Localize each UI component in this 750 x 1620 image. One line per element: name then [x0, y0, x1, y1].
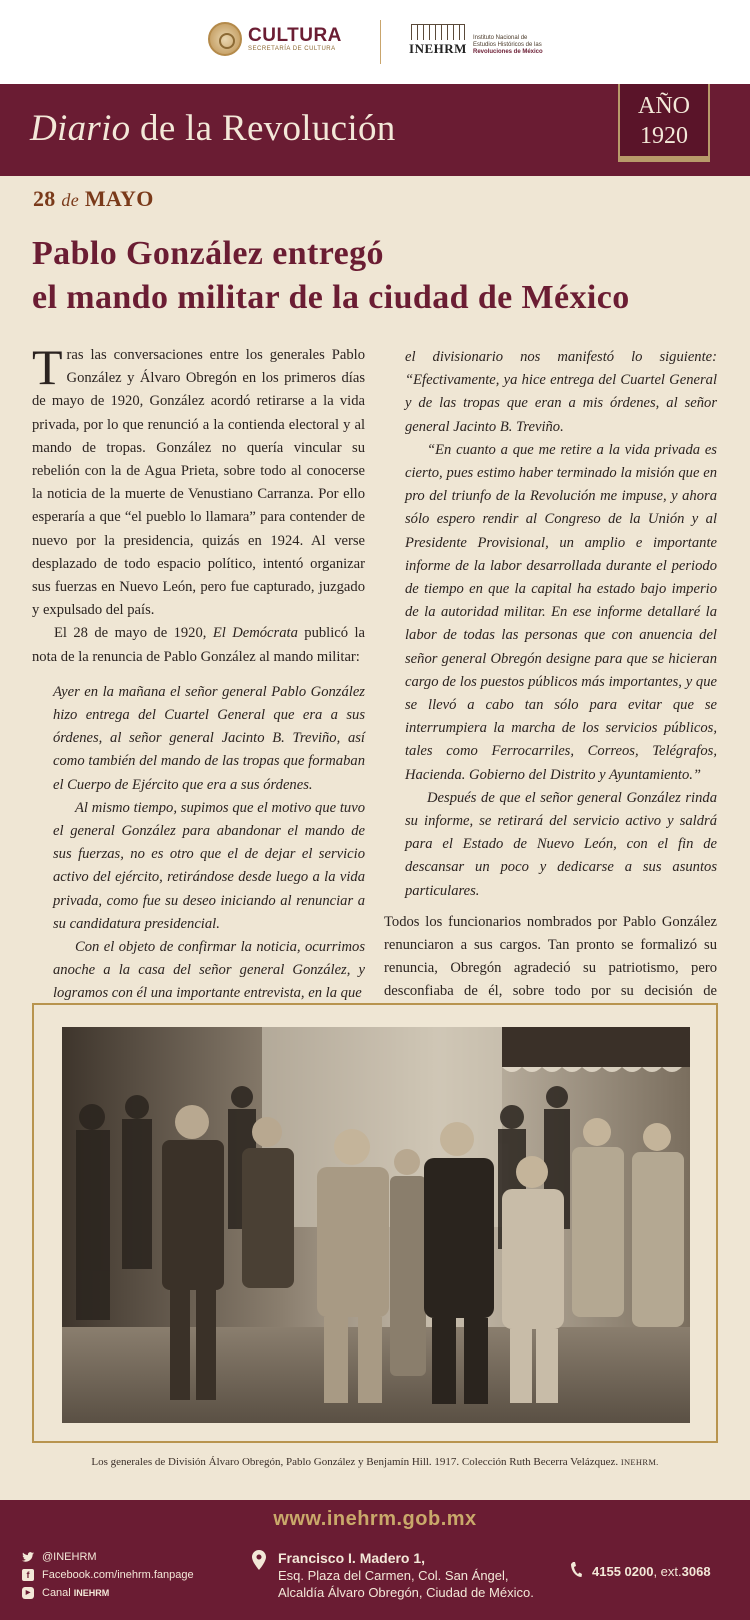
year-badge	[618, 84, 710, 158]
address-line-2: Esq. Plaza del Carmen, Col. San Ángel,	[278, 1568, 509, 1583]
youtube-channel: Canal INEHRM	[42, 1587, 110, 1599]
address-street: Francisco I. Madero 1,	[278, 1550, 426, 1566]
website-link[interactable]: www.inehrm.gob.mx	[273, 1508, 477, 1530]
logo-header	[0, 0, 750, 84]
facebook-url: Facebook.com/inehrm.fanpage	[42, 1569, 194, 1581]
twitter-handle: @INEHRM	[42, 1551, 97, 1563]
youtube-icon: ▶	[22, 1587, 34, 1599]
map-pin-icon	[252, 1550, 270, 1601]
phone-block[interactable]: 4155 0200 , ext. 3068	[570, 1562, 711, 1581]
cultura-subtitle: SECRETARÍA DE CULTURA	[248, 46, 336, 52]
cultura-seal-icon	[208, 22, 242, 56]
youtube-link[interactable]	[22, 1584, 194, 1602]
article-date: 28 de MAYO	[33, 186, 154, 211]
twitter-link[interactable]	[22, 1548, 194, 1566]
cultura-logo	[208, 22, 342, 56]
year-label: AÑO	[638, 93, 690, 119]
phone-extension: 3068	[681, 1564, 711, 1579]
inehrm-wordmark: INEHRM	[409, 41, 467, 56]
series-title: Diario de la Revolución	[30, 108, 396, 149]
cultura-name: CULTURA	[248, 25, 342, 46]
article-column-left	[32, 339, 365, 1006]
phone-icon	[570, 1562, 584, 1581]
building-icon	[411, 24, 465, 40]
address-line-3: Alcaldía Álvaro Obregón, Ciudad de México.	[278, 1585, 534, 1600]
inehrm-description: Instituto Nacional de Estudios Históricos de las Revoluciones de México	[473, 35, 543, 55]
photo-caption: Los generales de División Álvaro Obregón, Pablo González y Benjamín Hill. 1917. Colección Ruth Becerra Velázquez. INEHRM.	[91, 1456, 659, 1468]
inehrm-logo	[407, 24, 549, 56]
historical-photo	[62, 1027, 690, 1423]
footer	[0, 1500, 750, 1620]
article-paragraph: Tras las conversaciones entre los generales Pablo González y Álvaro Obregón en los primeros días de mayo de 1920, González acordó retirarse a la vida privada, por lo que renunció a la contienda electoral y al mando de tropas. González no quería vincular su rebelión con la de Agua Prieta, sobre todo al conocerse la noticia de la muerte de Venustiano Carranza. Por ello esperaría a que “el pueblo lo llamara” para contender de nuevo por la presidencia, quizás en 1924. Al verse desplazado de todo espacio político, intentó organizar sus fuerzas en Nuevo León, pero fue capturado, juzgado y expulsado del país.	[32, 339, 365, 619]
drop-cap: T	[32, 339, 63, 395]
facebook-link[interactable]	[22, 1566, 194, 1584]
block-quote: Ayer en la mañana el señor general Pablo González hizo entrega del Cuartel General que era a sus órdenes, al señor general Jacinto B. Treviño, así como también del mando de las tropas que formaban el Cuerpo de Ejército que era a sus órdenes. Al mismo tiempo, supimos que el motivo que tuvo el general González para abandonar el mando de sus fuerzas, no es otro que el de dejar el servicio activo del ejército, retirándose desde luego a la vida privada, como fue su deseo iniciando al renunciar a su candidatura presidencial. Con el objeto de confirmar la noticia, ocurrimos anoche a la casa del señor general González, y logramos con él una importante entrevista, en la que	[53, 683, 365, 1002]
article-paragraph: El 28 de mayo de 1920, El Demócrata publicó la nota de la renuncia de Pablo González al mando militar:	[32, 625, 365, 665]
address-block	[252, 1550, 534, 1601]
article-column-right	[384, 346, 717, 1050]
logo-divider	[380, 20, 381, 64]
facebook-icon: f	[22, 1569, 34, 1581]
phone-number: 4155 0200	[592, 1564, 654, 1579]
year-value: 1920	[640, 123, 688, 149]
photo-frame	[32, 1003, 718, 1443]
title-banner	[0, 84, 750, 176]
article-paragraph: Todos los funcionarios nombrados por Pablo González renunciaron a sus cargos. Tan pronto se formalizó su renuncia, Obregón agradeció su patriotismo, pero desconfiaba de él, sobre todo por su decisión de	[384, 913, 717, 1000]
social-links	[22, 1548, 194, 1602]
article-headline: Pablo González entregó el mando militar de la ciudad de México	[32, 235, 630, 316]
block-quote-continued: el divisionario nos manifestó lo siguiente: “Efectivamente, ya hice entrega del Cuartel General y de las tropas que eran a mis órdenes, al señor general Jacinto B. Treviño. “En cuanto a que me retire a la vida privada es cierto, pues estimo haber terminado la misión que en pro del triunfo de la Revolución me impuse, y ahora sólo espero rendir al Congreso de la Unión y al Presidente Provisional, un amplio e importante informe de la labor desarrollada durante el periodo de tiempo en que la capital ha estado bajo imperio de la autoridad militar. En ese informe detallaré la labor de todas las personas que con anuencia del señor general Obregón designe para que se hicieran cargo de los puestos públicos más importantes, y que se llevó a cabo tan sólo para evitar que se interrumpiera la marcha de los servicios públicos, tales como Ferrocarriles, Correos, Telégrafos, Hacienda. Gobierno del Distrito y Ayuntamiento.” Después de que el señor general González rinda su informe, se retirará del servicio activo y saldrá para el Estado de Nuevo León, con el fin de descansar un poco y dedicarse a sus asuntos particulares.	[405, 349, 717, 899]
twitter-icon	[22, 1551, 34, 1563]
